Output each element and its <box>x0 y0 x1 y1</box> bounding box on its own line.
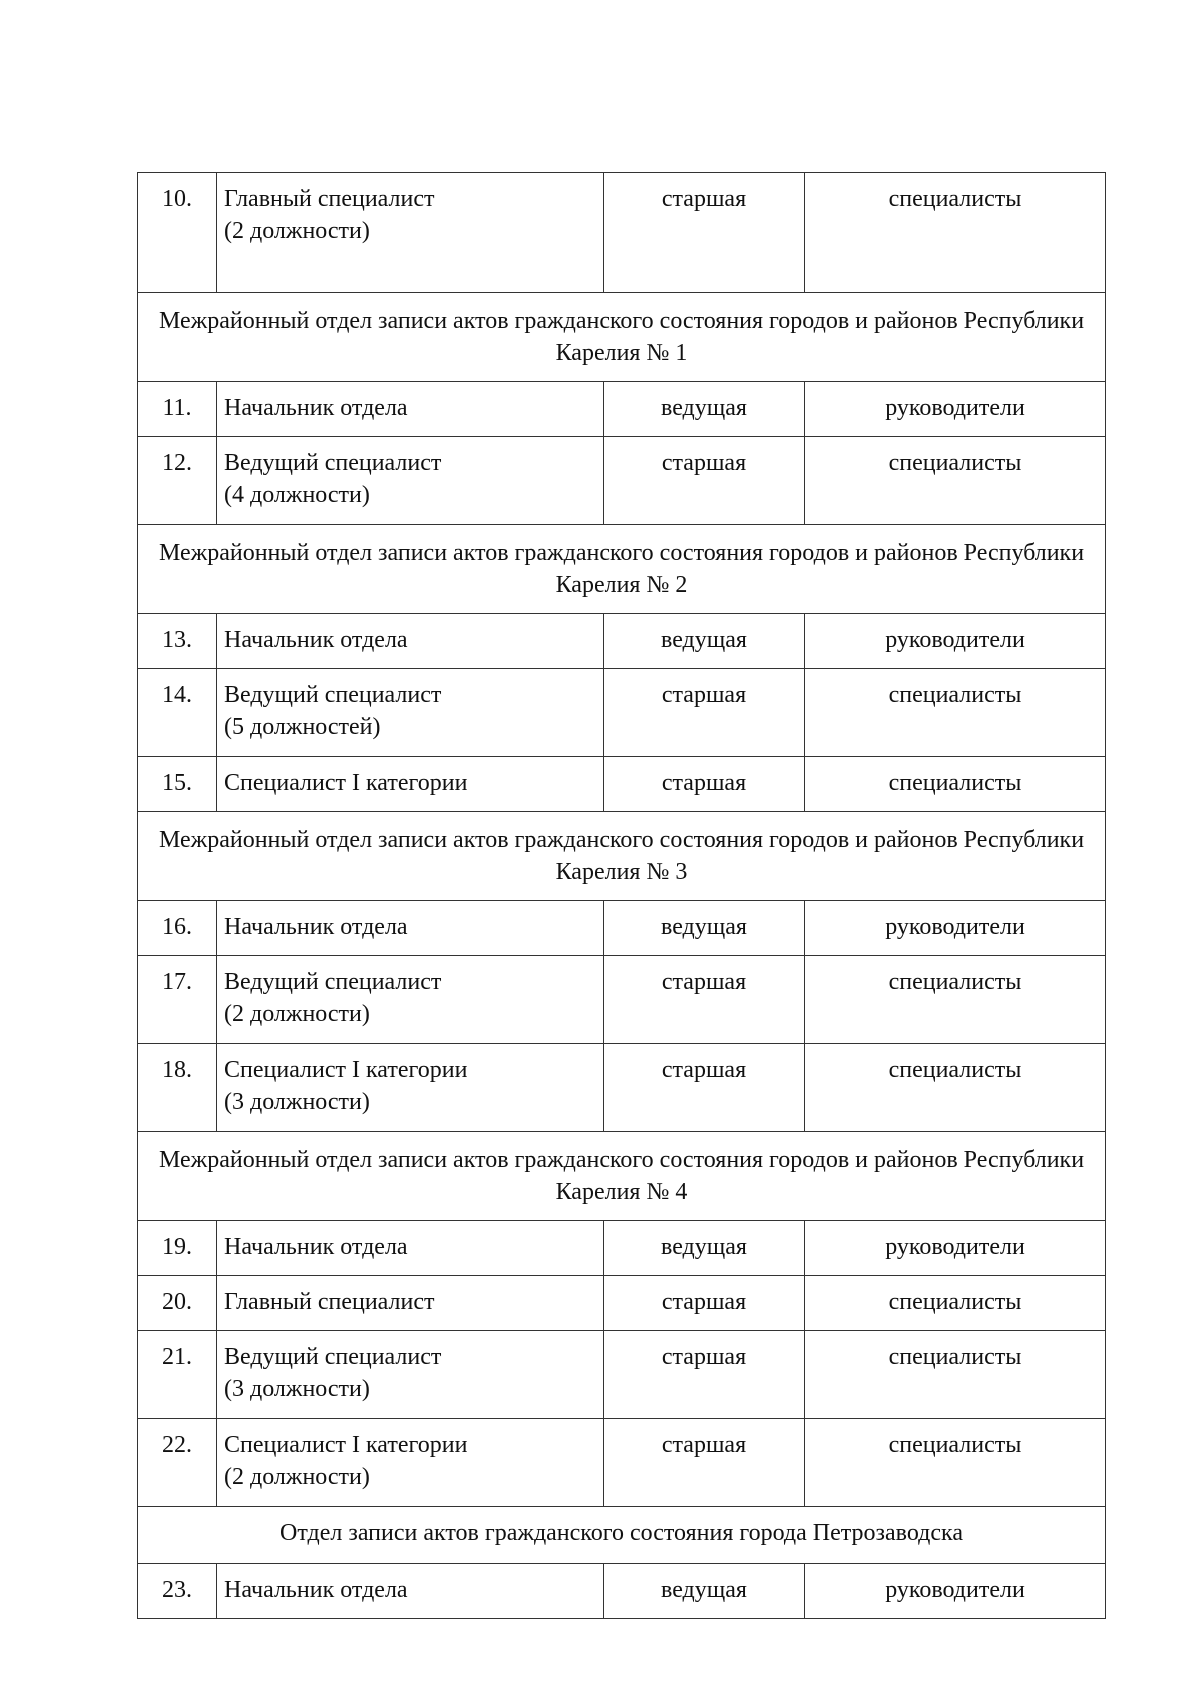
section-header-row <box>138 525 1106 614</box>
position-row <box>138 1564 1106 1619</box>
section-title: Отдел записи актов гражданского состояния города Петрозаводска <box>138 1507 1106 1564</box>
position-name-cell <box>217 382 604 437</box>
position-group: ведущая <box>604 382 805 437</box>
position-title: Начальник отдела <box>224 1234 408 1260</box>
position-count-note: (3 должности) <box>224 1089 370 1115</box>
position-row <box>138 757 1106 812</box>
position-name-cell <box>217 1419 604 1507</box>
section-title: Межрайонный отдел записи актов гражданского состояния городов и районов Республики Карелия № 3 <box>138 812 1106 901</box>
position-row <box>138 1221 1106 1276</box>
position-category: руководители <box>805 1221 1106 1276</box>
row-number: 18. <box>138 1044 217 1132</box>
position-title: Ведущий специалист <box>224 969 442 995</box>
position-row <box>138 1044 1106 1132</box>
position-title: Ведущий специалист <box>224 1344 442 1370</box>
position-count-note: (2 должности) <box>224 218 370 244</box>
position-row <box>138 614 1106 669</box>
row-number: 19. <box>138 1221 217 1276</box>
position-group: старшая <box>604 956 805 1044</box>
section-header-row <box>138 1132 1106 1221</box>
position-title: Специалист I категории <box>224 770 468 796</box>
position-title: Специалист I категории <box>224 1432 468 1458</box>
section-title: Межрайонный отдел записи актов гражданского состояния городов и районов Республики Карелия № 2 <box>138 525 1106 614</box>
position-group: старшая <box>604 669 805 757</box>
row-number: 13. <box>138 614 217 669</box>
position-group: ведущая <box>604 901 805 956</box>
section-header-row <box>138 1507 1106 1564</box>
position-group: старшая <box>604 1276 805 1331</box>
position-title: Начальник отдела <box>224 914 408 940</box>
position-name-cell <box>217 1276 604 1331</box>
position-category: специалисты <box>805 1044 1106 1132</box>
position-category: руководители <box>805 614 1106 669</box>
position-row <box>138 956 1106 1044</box>
row-number: 11. <box>138 382 217 437</box>
position-row <box>138 901 1106 956</box>
row-number: 16. <box>138 901 217 956</box>
position-count-note: (3 должности) <box>224 1376 370 1402</box>
position-name-cell <box>217 901 604 956</box>
position-name-cell <box>217 669 604 757</box>
position-group: старшая <box>604 1331 805 1419</box>
row-number: 22. <box>138 1419 217 1507</box>
position-title: Начальник отдела <box>224 1577 408 1603</box>
position-count-note: (2 должности) <box>224 1464 370 1490</box>
position-group: старшая <box>604 1419 805 1507</box>
position-category: руководители <box>805 382 1106 437</box>
position-name-cell <box>217 1221 604 1276</box>
position-row <box>138 437 1106 525</box>
position-category: специалисты <box>805 956 1106 1044</box>
position-title: Главный специалист <box>224 1289 435 1315</box>
position-title: Начальник отдела <box>224 395 408 421</box>
row-number: 14. <box>138 669 217 757</box>
position-title: Ведущий специалист <box>224 450 442 476</box>
position-category: специалисты <box>805 1331 1106 1419</box>
section-title: Межрайонный отдел записи актов гражданского состояния городов и районов Республики Карелия № 1 <box>138 293 1106 382</box>
position-name-cell <box>217 614 604 669</box>
row-number: 21. <box>138 1331 217 1419</box>
position-category: специалисты <box>805 173 1106 293</box>
position-title: Начальник отдела <box>224 627 408 653</box>
position-group: старшая <box>604 437 805 525</box>
position-group: ведущая <box>604 1564 805 1619</box>
position-group: старшая <box>604 1044 805 1132</box>
position-row <box>138 1276 1106 1331</box>
row-number: 17. <box>138 956 217 1044</box>
position-category: специалисты <box>805 1419 1106 1507</box>
position-name-cell <box>217 956 604 1044</box>
position-group: ведущая <box>604 614 805 669</box>
positions-table-body <box>138 173 1106 1619</box>
row-number: 20. <box>138 1276 217 1331</box>
position-row <box>138 382 1106 437</box>
row-number: 12. <box>138 437 217 525</box>
positions-table <box>137 172 1106 1619</box>
position-title: Специалист I категории <box>224 1057 468 1083</box>
row-number: 23. <box>138 1564 217 1619</box>
position-group: старшая <box>604 173 805 293</box>
position-row <box>138 1419 1106 1507</box>
position-name-cell <box>217 1331 604 1419</box>
position-count-note: (4 должности) <box>224 482 370 508</box>
position-category: специалисты <box>805 437 1106 525</box>
position-row <box>138 173 1106 293</box>
section-title: Межрайонный отдел записи актов гражданского состояния городов и районов Республики Карелия № 4 <box>138 1132 1106 1221</box>
position-row <box>138 669 1106 757</box>
section-header-row <box>138 293 1106 382</box>
position-category: специалисты <box>805 757 1106 812</box>
position-name-cell <box>217 1564 604 1619</box>
position-title: Ведущий специалист <box>224 682 442 708</box>
row-number: 10. <box>138 173 217 293</box>
section-header-row <box>138 812 1106 901</box>
position-name-cell <box>217 437 604 525</box>
position-group: старшая <box>604 757 805 812</box>
position-category: руководители <box>805 1564 1106 1619</box>
position-name-cell <box>217 1044 604 1132</box>
position-count-note: (2 должности) <box>224 1001 370 1027</box>
position-title: Главный специалист <box>224 186 435 212</box>
position-count-note: (5 должностей) <box>224 714 381 740</box>
position-name-cell <box>217 173 604 293</box>
position-row <box>138 1331 1106 1419</box>
row-number: 15. <box>138 757 217 812</box>
position-name-cell <box>217 757 604 812</box>
position-category: специалисты <box>805 1276 1106 1331</box>
position-category: руководители <box>805 901 1106 956</box>
position-group: ведущая <box>604 1221 805 1276</box>
position-category: специалисты <box>805 669 1106 757</box>
